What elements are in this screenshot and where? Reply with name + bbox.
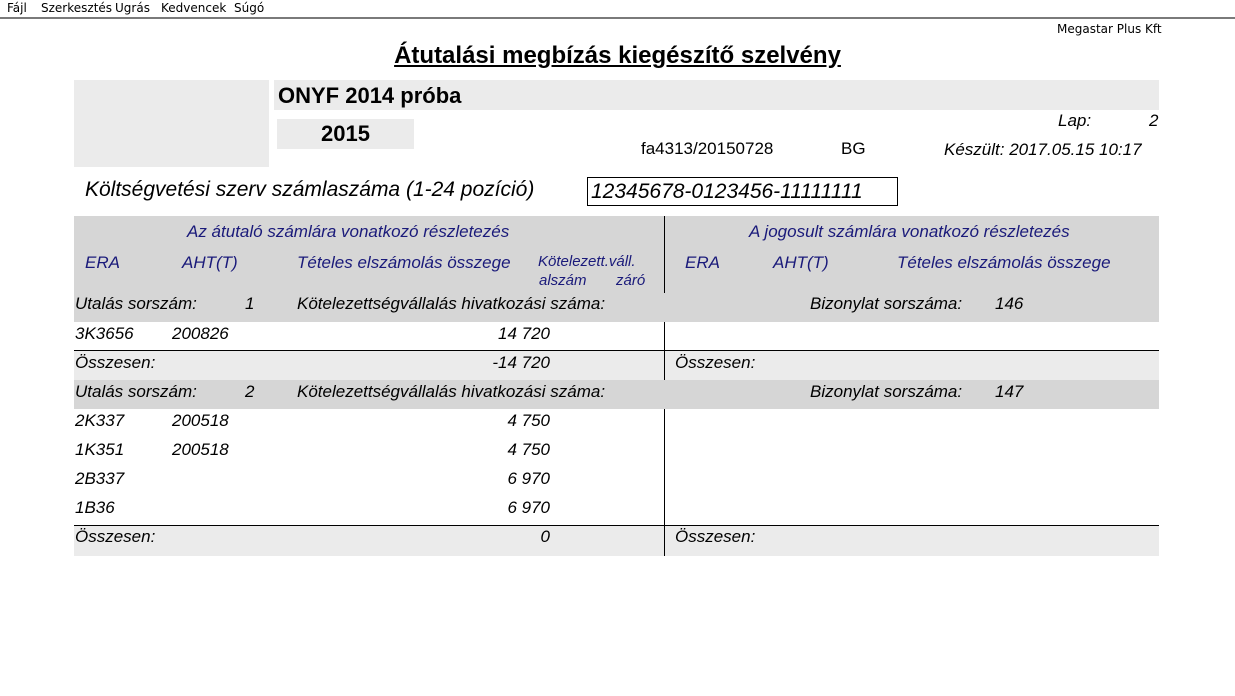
commit-ref-label: Kötelezettségvállalás hivatkozási száma: bbox=[297, 382, 606, 401]
page-number: 2 bbox=[1149, 111, 1159, 130]
total-label-left: Összesen: bbox=[75, 527, 156, 546]
total-amount-left bbox=[380, 527, 550, 547]
transfer-number: 1 bbox=[245, 294, 255, 313]
menu-bar bbox=[0, 0, 1235, 19]
page-label: Lap: bbox=[1058, 111, 1092, 130]
menu-favorites[interactable]: Kedvencek bbox=[161, 1, 227, 15]
row-amount bbox=[380, 324, 550, 344]
transfer-label: Utalás sorszám: bbox=[75, 382, 197, 401]
header-divider bbox=[664, 216, 665, 293]
row-amount-value: 6 970 bbox=[507, 498, 550, 517]
report-title bbox=[0, 42, 1235, 70]
group-divider-2 bbox=[664, 409, 665, 556]
row-era: 1B36 bbox=[75, 498, 115, 517]
transfer-label: Utalás sorszám: bbox=[75, 294, 197, 313]
menu-help[interactable]: Súgó bbox=[234, 1, 265, 15]
total-row-2 bbox=[74, 526, 1159, 556]
year-value: 2015 bbox=[321, 121, 370, 146]
row-amount bbox=[380, 411, 550, 431]
commit-ref-label: Kötelezettségvállalás hivatkozási száma: bbox=[297, 294, 606, 313]
left-col-aht: AHT(T) bbox=[182, 253, 238, 272]
initials: BG bbox=[841, 139, 866, 158]
row-amount bbox=[380, 469, 550, 489]
voucher-number: 146 bbox=[995, 294, 1024, 313]
year-box bbox=[277, 119, 414, 149]
row-aht: 200518 bbox=[172, 411, 229, 430]
total-amount-left bbox=[380, 353, 550, 373]
group-divider-1 bbox=[664, 322, 665, 380]
logo-placeholder bbox=[74, 80, 269, 167]
row-aht: 200518 bbox=[172, 440, 229, 459]
left-col-era: ERA bbox=[85, 253, 120, 272]
account-label: Költségvetési szerv számlaszáma (1-24 pozíció) bbox=[85, 178, 535, 201]
row-aht: 200826 bbox=[172, 324, 229, 343]
voucher-label: Bizonylat sorszáma: bbox=[810, 382, 963, 401]
left-col-amount: Tételes elszámolás összege bbox=[297, 253, 511, 272]
row-amount-value: 6 970 bbox=[507, 469, 550, 488]
row-amount-value: 14 720 bbox=[498, 324, 550, 343]
transfer-number: 2 bbox=[245, 382, 255, 401]
left-col-subno: alszám bbox=[539, 272, 587, 289]
left-col-final: záró bbox=[616, 272, 646, 289]
right-section-title: A jogosult számlára vonatkozó részletezés bbox=[749, 222, 1070, 241]
menu-go[interactable]: Ugrás bbox=[115, 1, 150, 15]
row-amount-value: 4 750 bbox=[507, 411, 550, 430]
total-amount-value: 0 bbox=[540, 527, 550, 546]
left-section-title: Az átutaló számlára vonatkozó részletezés bbox=[187, 222, 510, 241]
created-date: Készült: 2017.05.15 10:17 bbox=[944, 140, 1142, 159]
company-name: Megastar Plus Kft bbox=[1057, 22, 1162, 36]
row-era: 3K3656 bbox=[75, 324, 134, 343]
row-era: 2B337 bbox=[75, 469, 125, 488]
left-col-commit: Kötelezett.váll. bbox=[538, 253, 636, 270]
row-era: 1K351 bbox=[75, 440, 125, 459]
right-col-era: ERA bbox=[685, 253, 720, 272]
right-col-aht: AHT(T) bbox=[773, 253, 829, 272]
row-amount bbox=[380, 440, 550, 460]
menu-edit[interactable]: Szerkesztés bbox=[41, 1, 113, 15]
row-era: 2K337 bbox=[75, 411, 125, 430]
total-label-right: Összesen: bbox=[675, 527, 756, 546]
total-row-1 bbox=[74, 351, 1159, 380]
total-label-right: Összesen: bbox=[675, 353, 756, 372]
report-title-text: Átutalási megbízás kiegészítő szelvény bbox=[394, 42, 841, 69]
program-name: ONYF 2014 próba bbox=[278, 83, 462, 108]
voucher-number: 147 bbox=[995, 382, 1024, 401]
reference-code: fa4313/20150728 bbox=[641, 139, 774, 158]
total-amount-value: -14 720 bbox=[492, 353, 550, 372]
voucher-label: Bizonylat sorszáma: bbox=[810, 294, 963, 313]
account-number-box bbox=[587, 177, 898, 206]
total-label-left: Összesen: bbox=[75, 353, 156, 372]
row-amount bbox=[380, 498, 550, 518]
right-col-amount: Tételes elszámolás összege bbox=[897, 253, 1111, 272]
account-number: 12345678-0123456-11111111 bbox=[591, 180, 863, 203]
row-amount-value: 4 750 bbox=[507, 440, 550, 459]
menu-file[interactable]: Fájl bbox=[7, 1, 27, 15]
